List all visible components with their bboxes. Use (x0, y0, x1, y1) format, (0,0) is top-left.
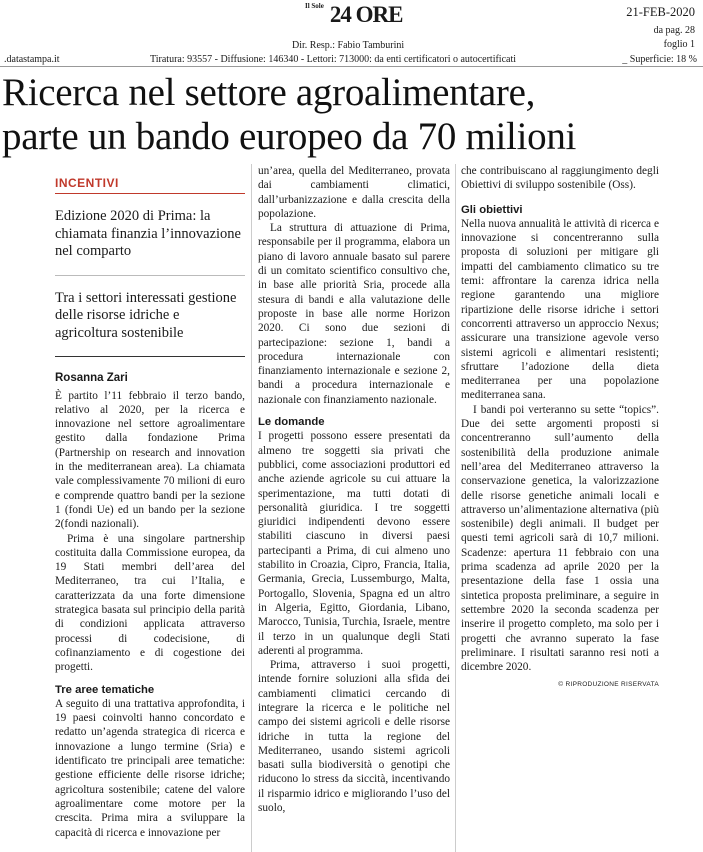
summary-1: Edizione 2020 di Prima: la chiamata finanzia l’innovazione nel comparto (55, 208, 245, 276)
paragraph: Nella nuova annualità le attività di ricerca e innovazione si concentreranno sulla proposta di soluzioni per mitigare gli impatti del cambiamento climatico su tre temi: affrontare la carenza idrica nella regione garantendo una migliore ripartizione delle risorse idriche i settori concorrenti attraverso un approccio Nexus; assicurare una transizione agevole verso sistemi agricoli e alimentari resistenti; sfruttare l’adozione della dieta mediterranea per una popolazione mediterranea sana. (461, 217, 659, 402)
article-column-1 (55, 176, 245, 840)
column-divider (251, 164, 252, 852)
masthead-title: 24 ORE (329, 2, 403, 27)
headline-line-1: Ricerca nel settore agroalimentare, (2, 71, 536, 114)
circulation-stats: Tiratura: 93557 - Diffusione: 146340 - Lettori: 713000: da enti certificatori o autocertificati (150, 54, 517, 65)
paragraph: I progetti possono essere presentati da almeno tre soggetti sia privati che pubblici, come associazioni produttori ed anche aziende agricole su cui attuare la sperimentazione, ma tutti dotati di personalità giuridica. I tre soggetti giuridici indipendenti devono essere stabiliti ciascuno in diversi paesi partecipanti a Prima, di cui almeno uno stabilito in Croazia, Cipro, Francia, Italia, Germania, Grecia, Lussemburgo, Malta, Portogallo, Slovenia, Spagna ed un altro in Algeria, Egitto, Giordania, Libano, Marocco, Tunisia, Turchia, Israele, mentre il terzo in un qualunque degli Stati aderenti al programma. (258, 430, 451, 657)
author-byline: Rosanna Zari (55, 372, 128, 385)
director: Dir. Resp.: Fabio Tamburini (292, 40, 405, 51)
subheading: Gli obiettivi (461, 203, 523, 216)
paragraph: che contribuiscano al raggiungimento degli Obiettivi di sviluppo sostenibile (Oss). (461, 165, 659, 192)
website: .datastampa.it (4, 54, 60, 65)
paragraph: un’area, quella del Mediterraneo, provata dai cambiamenti climatici, dall’urbanizzazione e dalla crescita della popolazione. (258, 165, 450, 220)
paragraph: I bandi poi verteranno su sette “topics”. Due dei sette argomenti proposti si concentreranno sull’aumento della sostenibilità della produzione animale nell’area del Mediterraneo attraverso la conservazione genetica, la valorizzazione delle risorse genetiche animali locali e attraverso un’alimentazione alternativa (più sostenibile) degli animali. Il budget per questi temi agricoli sarà di 10,7 milioni. Scadenze: apertura 11 febbraio con una prima scadenza ad aprile 2020 per la presentazione della fase 1 ossia una sintetica proposta preliminare, a seguire in settembre 2020 la seconda scadenza per inserire il progetto completo, ma solo per i progetti che avranno superato la fase preliminare. I risultati saranno resi noti a dicembre 2020. (461, 403, 659, 674)
paragraph: È partito l’11 febbraio il terzo bando, relativo al 2020, per la ricerca e innovazione nel settore agroalimentare gestito dalla fondazione Prima (Partnership on research and innovation in the mediterranean area). La chiamata vale complessivamente 70 milioni di euro e comprende quattro bandi per la sezione 1 (fondi Ue) ed un bando per la sezione 2(fondi nazionali). (55, 389, 245, 531)
header-divider (0, 66, 703, 67)
publication-date: 21-FEB-2020 (626, 5, 695, 19)
subheading: Le domande (258, 416, 325, 429)
subheading: Tre aree tematiche (55, 683, 155, 696)
paragraph: Prima è una singolare partnership costituita dalla Commissione europea, da 19 Stati membri dell’area del Mediterraneo, tra cui l’Italia, e caratterizzata da una forte dimensione strategica basata sul principio della parità di condizioni applicata attraverso processi di codecisione, di cofinanziamento e di cogestione dei progetti. (55, 532, 245, 674)
paragraph: La struttura di attuazione di Prima, responsabile per il programma, elabora un piano di lavoro annuale basato sul parere di un comitato scientifico consultivo che, in base alle priorità Sria, procede alla stesura di bandi e alla valutazione delle proposte in base alle norme Horizon 2020. Ci sono due sezioni di partecipazione: sezione 1, bandi a procedura internazionale con finanziamento internazionale e sezione 2, bandi a procedura internazionale e nazionale con finanziamento nazionale. (258, 222, 450, 406)
article-column-3 (461, 164, 659, 693)
paragraph: A seguito di una trattativa approfondita, i 19 paesi coinvolti hanno concordato e redatto un’agenda strategica di ricerca e innovazione a lungo termine (Sria) e identificato tre principali aree tematiche: gestione efficiente delle risorse idriche; agricoltura sostenibile; catene del valore agroalimentare come motore per la crescita. Prima mira a sviluppare la capacità di ricerca e innovazione per (55, 697, 245, 839)
paragraph: Prima, attraverso i suoi progetti, intende fornire soluzioni alla sfida dei cambiamenti climatici cercando di integrare la ricerca e le politiche nel campo dei sistemi agricoli e delle risorse idriche in tutta la regione del Mediterraneo, usando sistemi agricoli basati sulla biodiversità o genotipi che riducono lo stress da siccità, incentivando il risparmio idrico e migliorando l’uso del suolo, (258, 659, 450, 815)
masthead-small: Il Sole (305, 2, 324, 10)
page-ref: da pag. 28 (653, 25, 695, 36)
headline-line-2: parte un bando europeo da 70 milioni (2, 115, 577, 158)
article-column-2 (258, 164, 450, 815)
section-tag: INCENTIVI (55, 176, 245, 194)
surface-percentage: _ Superficie: 18 % (622, 54, 697, 65)
sheet-ref: foglio 1 (663, 39, 695, 50)
copyright-note: © RIPRODUZIONE RISERVATA (558, 681, 659, 689)
summary-2: Tra i settori interessati gestione delle risorse idriche e agricoltura sostenibile (55, 290, 245, 358)
column-divider (455, 164, 456, 852)
masthead-logo (305, 2, 402, 28)
